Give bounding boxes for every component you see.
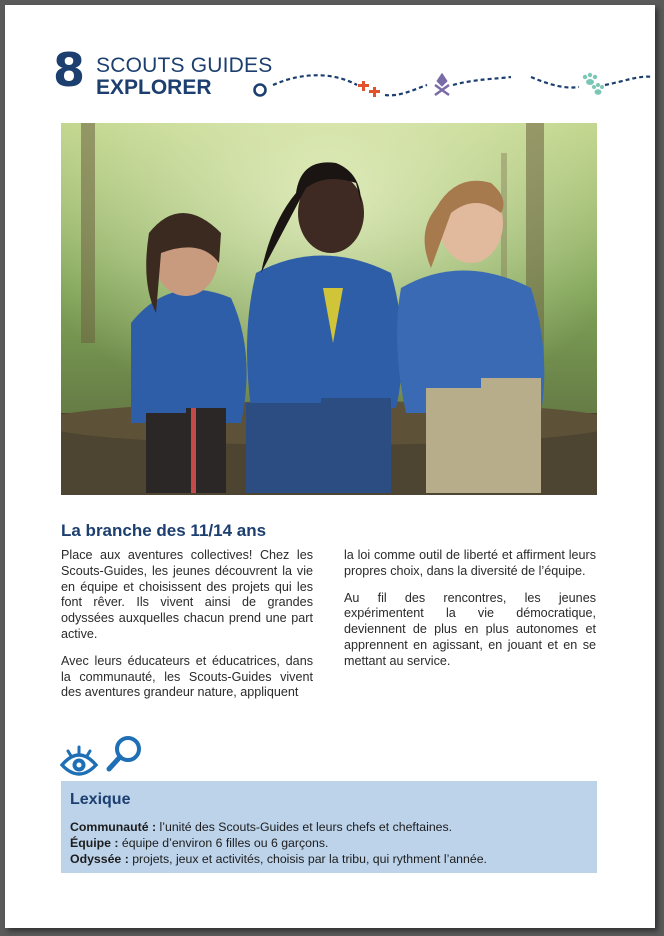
lexique-definition: l’unité des Scouts-Guides et leurs chefs et cheftaines.	[156, 820, 453, 834]
text-column-left	[61, 548, 313, 712]
paragraph-4: Au fil des rencontres, les jeunes expérimentent la vie démocratique, deviennent de plus en plus autonomes et apprennent en agissant, en jouant et en se mettant au service.	[344, 590, 596, 668]
campfire-icon	[435, 75, 449, 95]
paragraph-1: Place aux aventures collectives! Chez les Scouts-Guides, les jeunes découvrent la vie en équipe et choisissent des projets qui les font rêver. Ils vivent ainsi de grandes odyssées auxquelles chacun prend une part active.	[61, 548, 313, 641]
chapter-number: 8	[53, 43, 86, 97]
page-title-line2: EXPLORER	[96, 76, 212, 99]
moon-icon	[517, 71, 525, 85]
lexique-item	[70, 851, 487, 867]
lexique-item	[70, 835, 487, 851]
eye-icon	[62, 747, 96, 774]
lexique-item	[70, 819, 487, 835]
trail-path-2	[385, 85, 427, 95]
lexique-list	[70, 819, 487, 867]
photo-three-scouts	[61, 123, 597, 495]
page	[5, 5, 655, 928]
circle-icon	[255, 85, 266, 96]
paw-icon	[583, 73, 604, 95]
lexique-term: Équipe :	[70, 836, 119, 850]
trail-path-3	[453, 77, 511, 85]
lexique-definition: projets, jeux et activités, choisis par la tribu, qui rythment l’année.	[128, 852, 487, 866]
lexique-box	[61, 781, 597, 873]
dotted-trail-decoration	[245, 63, 655, 103]
cross-icon	[358, 81, 380, 97]
lexique-title: Lexique	[70, 791, 131, 808]
section-heading: La branche des 11/14 ans	[61, 521, 267, 540]
trail-path-1	[273, 75, 357, 85]
lexique-definition: équipe d’environ 6 filles ou 6 garçons.	[118, 836, 329, 850]
magnifier-icon	[109, 738, 139, 769]
trail-path-4	[531, 77, 579, 88]
lexique-term: Odyssée :	[70, 852, 129, 866]
trail-path-5	[605, 77, 653, 85]
lexique-term: Communauté :	[70, 820, 157, 834]
page-title-line1: SCOUTS GUIDES	[96, 54, 273, 77]
paragraph-2: Avec leurs éducateurs et éducatrices, dans la communauté, les Scouts-Guides vivent des aventures grandeur nature, appliquent	[61, 653, 313, 700]
lexicon-icons	[60, 733, 150, 783]
text-column-right	[344, 548, 596, 681]
paragraph-3: la loi comme outil de liberté et affirment leurs propres choix, dans la diversité de l’équipe.	[344, 548, 596, 578]
